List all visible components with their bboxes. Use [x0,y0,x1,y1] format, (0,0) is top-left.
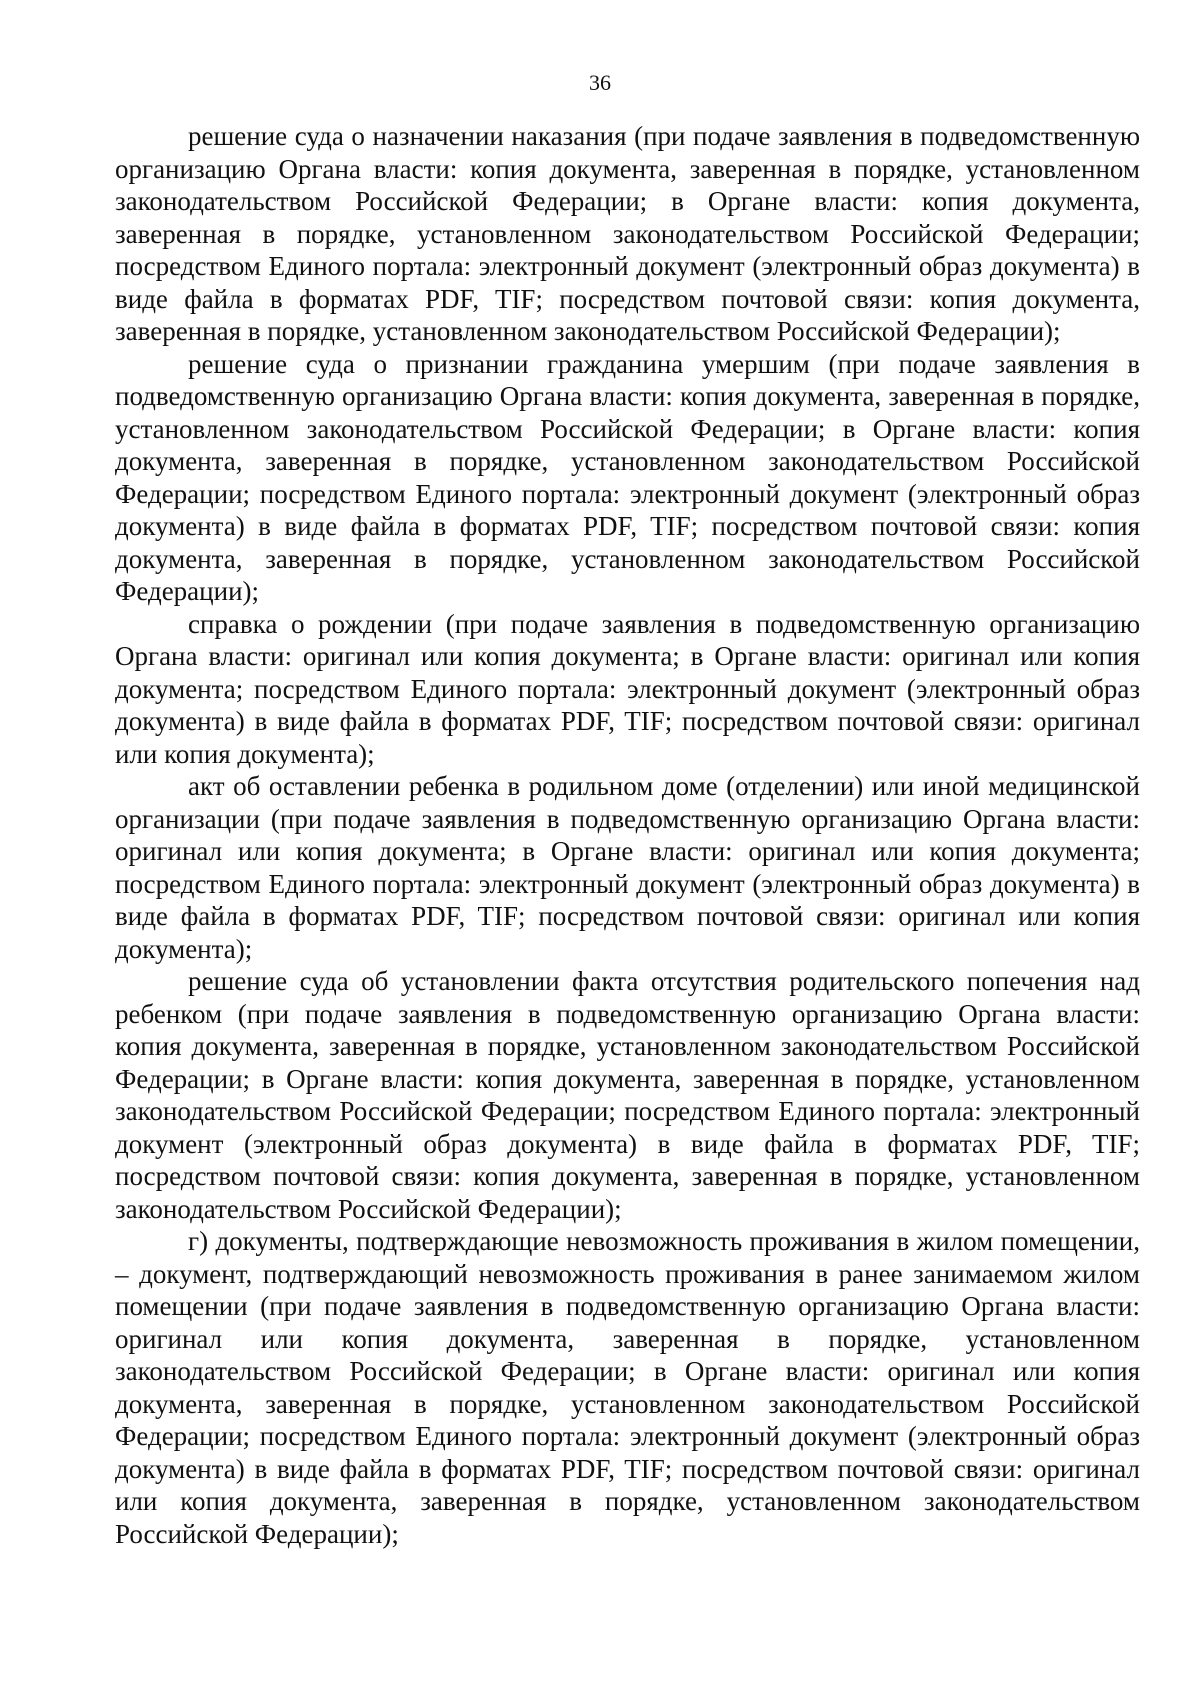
paragraph-court-decision-deceased: решение суда о признании гражданина умершим (при подаче заявления в подведомственную организацию Органа власти: копия документа, заверенная в порядке, установленном законодательством Российской Федерации; в Органе власти: копия документа, заверенная в порядке, установленном законодательством Российской Федерации; посредством Единого портала: электронный документ (электронный образ документа) в виде файла в форматах PDF, TIF; посредством почтовой связи: копия документа, заверенная в порядке, установленном законодательством Российской Федерации); [115,348,1140,606]
paragraph-birth-certificate: справка о рождении (при подаче заявления в подведомственную организацию Органа власти: оригинал или копия документа; в Органе власти: оригинал или копия документа; посредством Единого портала: электронный документ (электронный образ документа) в виде файла в форматах PDF, TIF; посредством почтовой связи: оригинал или копия документа); [115,608,1140,769]
paragraph-abandonment-act: акт об оставлении ребенка в родильном доме (отделении) или иной медицинской организации (при подаче заявления в подведомственную организацию Органа власти: оригинал или копия документа; в Органе власти: оригинал или копия документа; посредством Единого портала: электронный документ (электронный образ документа) в виде файла в форматах PDF, TIF; посредством почтовой связи: оригинал или копия документа); [115,771,1140,964]
paragraph-item-g-housing-impossibility: г) документы, подтверждающие невозможность проживания в жилом помещении, – документ, подтверждающий невозможность проживания в ранее занимаемом жилом помещении (при подаче заявления в подведомственную организацию Органа власти: оригинал или копия документа, заверенная в порядке, установленном законодательством Российской Федерации; в Органе власти: оригинал или копия документа, заверенная в порядке, установленном законодательством Российской Федерации; посредством Единого портала: электронный документ (электронный образ документа) в виде файла в форматах PDF, TIF; посредством почтовой связи: оригинал или копия документа, заверенная в порядке, установленном законодательством Российской Федерации); [115,1226,1140,1549]
paragraph-court-decision-no-parental-care: решение суда об установлении факта отсутствия родительского попечения над ребенком (при подаче заявления в подведомственную организацию Органа власти: копия документа, заверенная в порядке, установленном законодательством Российской Федерации; в Органе власти: копия документа, заверенная в порядке, установленном законодательством Российской Федерации; посредством Единого портала: электронный документ (электронный образ документа) в виде файла в форматах PDF, TIF; посредством почтовой связи: копия документа, заверенная в порядке, установленном законодательством Российской Федерации); [115,966,1140,1224]
paragraph-court-decision-punishment: решение суда о назначении наказания (при подаче заявления в подведомственную организацию Органа власти: копия документа, заверенная в порядке, установленном законодательством Российской Федерации; в Органе власти: копия документа, заверенная в порядке, установленном законодательством Российской Федерации; посредством Единого портала: электронный документ (электронный образ документа) в виде файла в форматах PDF, TIF; посредством почтовой связи: копия документа, заверенная в порядке, установленном законодательством Российской Федерации); [115,121,1140,346]
page-number: 36 [589,70,611,95]
document-body [115,120,1140,1550]
